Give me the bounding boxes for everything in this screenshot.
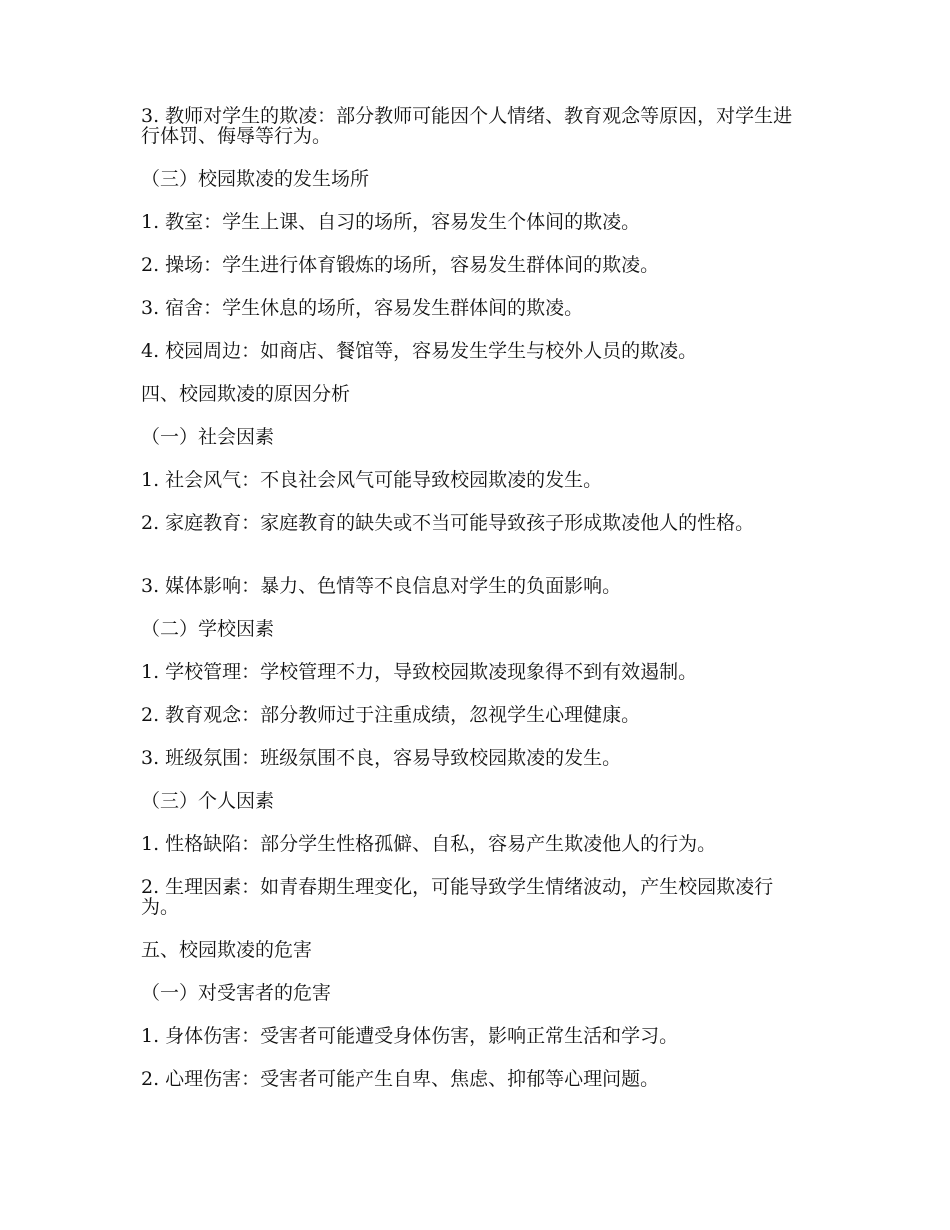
paragraph-teacher-bullying: 3. 教师对学生的欺凌：部分教师可能因个人情绪、教育观念等原因，对学生进行体罚、侮辱等行为。 [141, 105, 793, 147]
list-item-family-education: 2. 家庭教育：家庭教育的缺失或不当可能导致孩子形成欺凌他人的性格。 [141, 512, 755, 534]
list-item-playground: 2. 操场：学生进行体育锻炼的场所，容易发生群体间的欺凌。 [141, 254, 660, 276]
section-heading-social-factors: （一）社会因素 [141, 426, 275, 448]
list-item-school-management: 1. 学校管理：学校管理不力，导致校园欺凌现象得不到有效遏制。 [141, 661, 698, 683]
list-item-psychological-harm: 2. 心理伤害：受害者可能产生自卑、焦虑、抑郁等心理问题。 [141, 1068, 660, 1090]
list-item-media-influence: 3. 媒体影响：暴力、色情等不良信息对学生的负面影响。 [141, 575, 622, 597]
list-item-physiological-factors: 2. 生理因素：如青春期生理变化，可能导致学生情绪波动，产生校园欺凌行为。 [141, 876, 774, 918]
chapter-heading-causes: 四、校园欺凌的原因分析 [141, 383, 351, 405]
list-item-campus-surroundings: 4. 校园周边：如商店、餐馆等，容易发生学生与校外人员的欺凌。 [141, 340, 698, 362]
section-heading-locations: （三）校园欺凌的发生场所 [141, 168, 370, 190]
list-item-class-atmosphere: 3. 班级氛围：班级氛围不良，容易导致校园欺凌的发生。 [141, 747, 622, 769]
list-item-physical-harm: 1. 身体伤害：受害者可能遭受身体伤害，影响正常生活和学习。 [141, 1025, 679, 1047]
chapter-heading-harms: 五、校园欺凌的危害 [141, 939, 313, 961]
list-item-dormitory: 3. 宿舍：学生休息的场所，容易发生群体间的欺凌。 [141, 297, 584, 319]
list-item-classroom: 1. 教室：学生上课、自习的场所，容易发生个体间的欺凌。 [141, 211, 641, 233]
document-page [141, 106, 811, 1112]
section-heading-personal-factors: （三）个人因素 [141, 790, 275, 812]
section-heading-harm-to-victims: （一）对受害者的危害 [141, 982, 332, 1004]
section-heading-school-factors: （二）学校因素 [141, 618, 275, 640]
list-item-education-concept: 2. 教育观念：部分教师过于注重成绩，忽视学生心理健康。 [141, 704, 641, 726]
list-item-social-atmosphere: 1. 社会风气：不良社会风气可能导致校园欺凌的发生。 [141, 469, 603, 491]
list-item-personality-defects: 1. 性格缺陷：部分学生性格孤僻、自私，容易产生欺凌他人的行为。 [141, 833, 717, 855]
